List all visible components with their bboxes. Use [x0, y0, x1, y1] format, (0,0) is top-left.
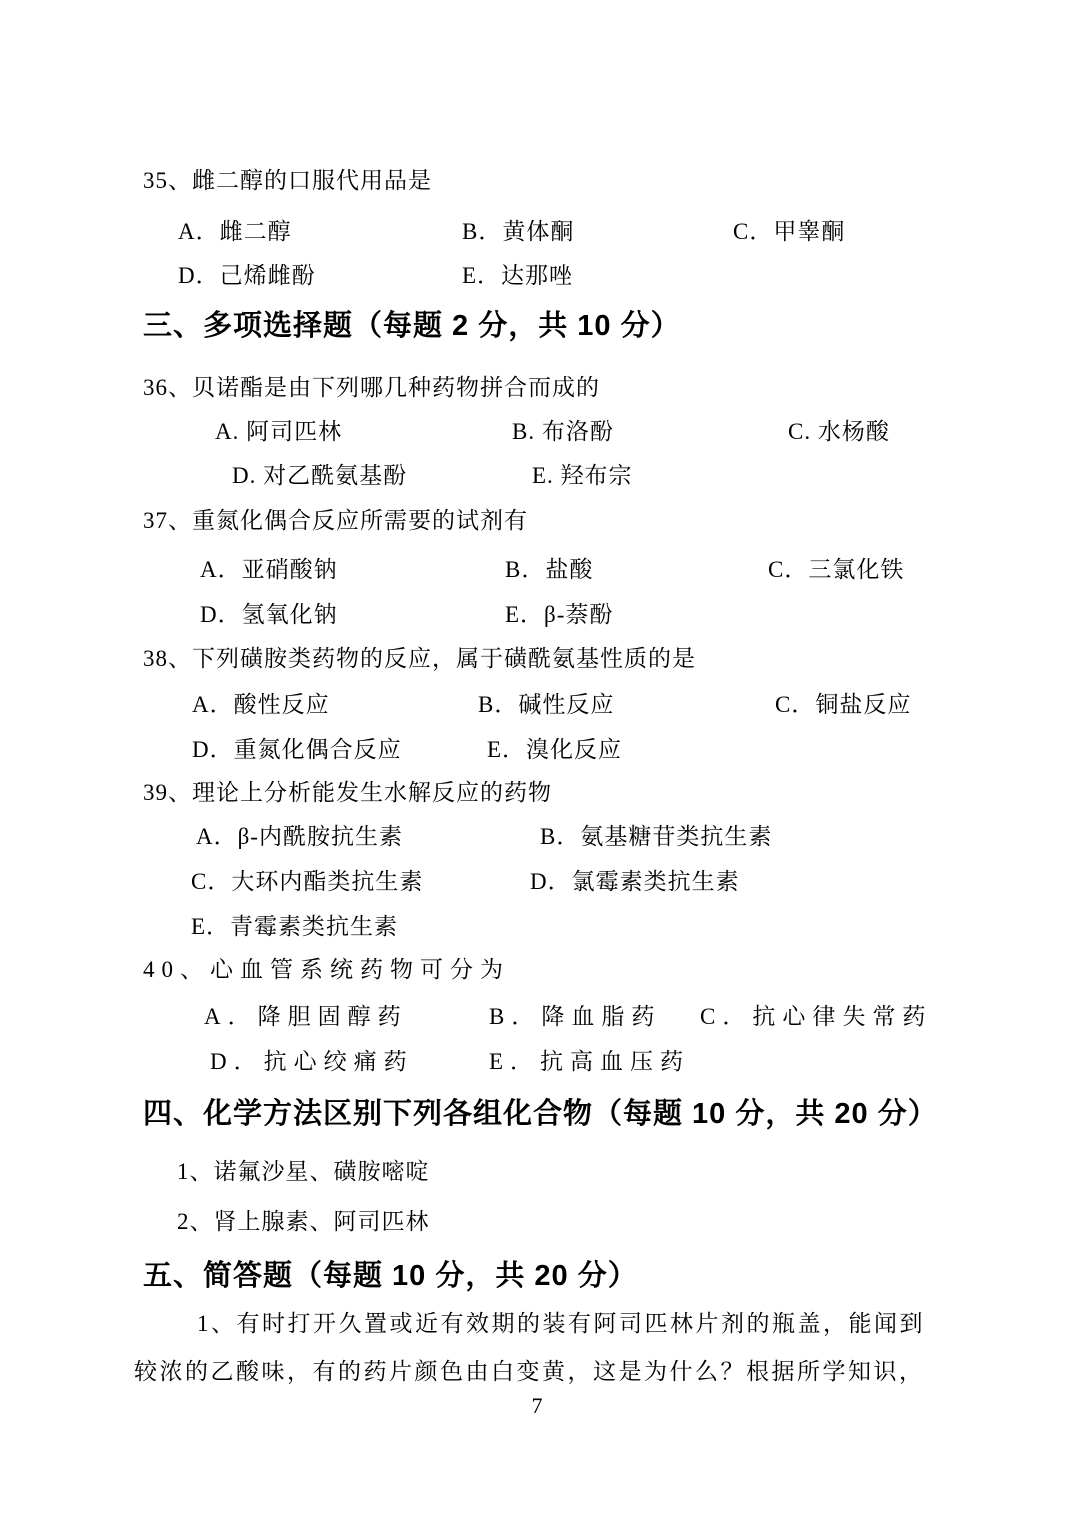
question-40-option-b: B．降血脂药	[489, 1004, 662, 1029]
question-35-option-b: B．黄体酮	[462, 219, 575, 244]
question-40-options-row-2	[0, 1043, 1074, 1079]
question-39-option-e: E．青霉素类抗生素	[191, 914, 399, 939]
question-40-option-e: E．抗高血压药	[489, 1049, 691, 1074]
page-number: 7	[531, 1393, 543, 1418]
question-35-option-e: E．达那唑	[462, 263, 574, 288]
question-37-option-d: D．氢氧化钠	[200, 602, 338, 627]
question-38-option-d: D．重氮化偶合反应	[192, 737, 402, 762]
question-38-stem: 38、下列磺胺类药物的反应，属于磺酰氨基性质的是	[143, 646, 696, 671]
section-3-heading: 三、多项选择题（每题 2 分，共 10 分）	[143, 310, 681, 342]
question-35-stem: 35、雌二醇的口服代用品是	[143, 168, 432, 193]
question-38-option-b: B．碱性反应	[478, 692, 615, 717]
question-40-stem: 40、心血管系统药物可分为	[143, 957, 510, 982]
question-36-option-c: C. 水杨酸	[788, 419, 890, 444]
question-36-option-b: B. 布洛酚	[512, 419, 614, 444]
question-37-options-row-2	[0, 596, 1074, 632]
question-37-option-e: E．β-萘酚	[505, 602, 614, 627]
question-36-options-row-1	[0, 413, 1074, 449]
question-39-option-b: B．氨基糖苷类抗生素	[540, 824, 773, 849]
question-35-option-c: C．甲睾酮	[733, 219, 846, 244]
question-39-option-a: A．β-内酰胺抗生素	[196, 824, 403, 849]
question-35-option-a: A．雌二醇	[178, 219, 292, 244]
question-37-option-b: B．盐酸	[505, 557, 594, 582]
question-36-stem: 36、贝诺酯是由下列哪几种药物拼合而成的	[143, 375, 600, 400]
question-37-option-a: A．亚硝酸钠	[200, 557, 338, 582]
question-38-options-row-1	[0, 686, 1074, 722]
question-36-option-d: D. 对乙酰氨基酚	[232, 463, 408, 488]
question-40-option-c: C．抗心律失常药	[700, 1004, 933, 1029]
question-39-stem: 39、理论上分析能发生水解反应的药物	[143, 780, 552, 805]
section-5-heading: 五、简答题（每题 10 分，共 20 分）	[143, 1260, 638, 1292]
question-36-option-a: A. 阿司匹林	[215, 419, 343, 444]
section-4-item-1: 1、诺氟沙星、磺胺嘧啶	[177, 1159, 430, 1184]
question-37-stem: 37、重氮化偶合反应所需要的试剂有	[143, 508, 528, 533]
question-35-options-row-2	[0, 257, 1074, 293]
question-40-option-a: A．降胆固醇药	[204, 1004, 408, 1029]
section-4-heading: 四、化学方法区别下列各组化合物（每题 10 分，共 20 分）	[143, 1098, 938, 1130]
question-37-options-row-1	[0, 551, 1074, 587]
question-38-option-c: C．铜盐反应	[775, 692, 912, 717]
question-35-option-d: D．己烯雌酚	[178, 263, 316, 288]
question-37-option-c: C．三氯化铁	[768, 557, 905, 582]
question-40-option-d: D．抗心绞痛药	[210, 1049, 414, 1074]
section-5-question-line-1: 1、有时打开久置或近有效期的装有阿司匹林片剂的瓶盖，能闻到	[197, 1311, 925, 1336]
question-38-option-e: E．溴化反应	[487, 737, 623, 762]
question-35-options-row-1	[0, 213, 1074, 249]
question-39-options-row-2	[0, 863, 1074, 899]
question-40-options-row-1	[0, 998, 1074, 1034]
section-5-question-line-2: 较浓的乙酸味，有的药片颜色由白变黄，这是为什么？根据所学知识，	[134, 1359, 925, 1384]
question-38-option-a: A．酸性反应	[192, 692, 330, 717]
question-39-options-row-3	[0, 908, 1074, 944]
section-4-item-2: 2、肾上腺素、阿司匹林	[177, 1209, 430, 1234]
question-39-options-row-1	[0, 818, 1074, 854]
question-36-option-e: E. 羟布宗	[532, 463, 633, 488]
question-39-option-c: C．大环内酯类抗生素	[191, 869, 424, 894]
question-38-options-row-2	[0, 731, 1074, 767]
question-36-options-row-2	[0, 457, 1074, 493]
question-39-option-d: D．氯霉素类抗生素	[530, 869, 740, 894]
